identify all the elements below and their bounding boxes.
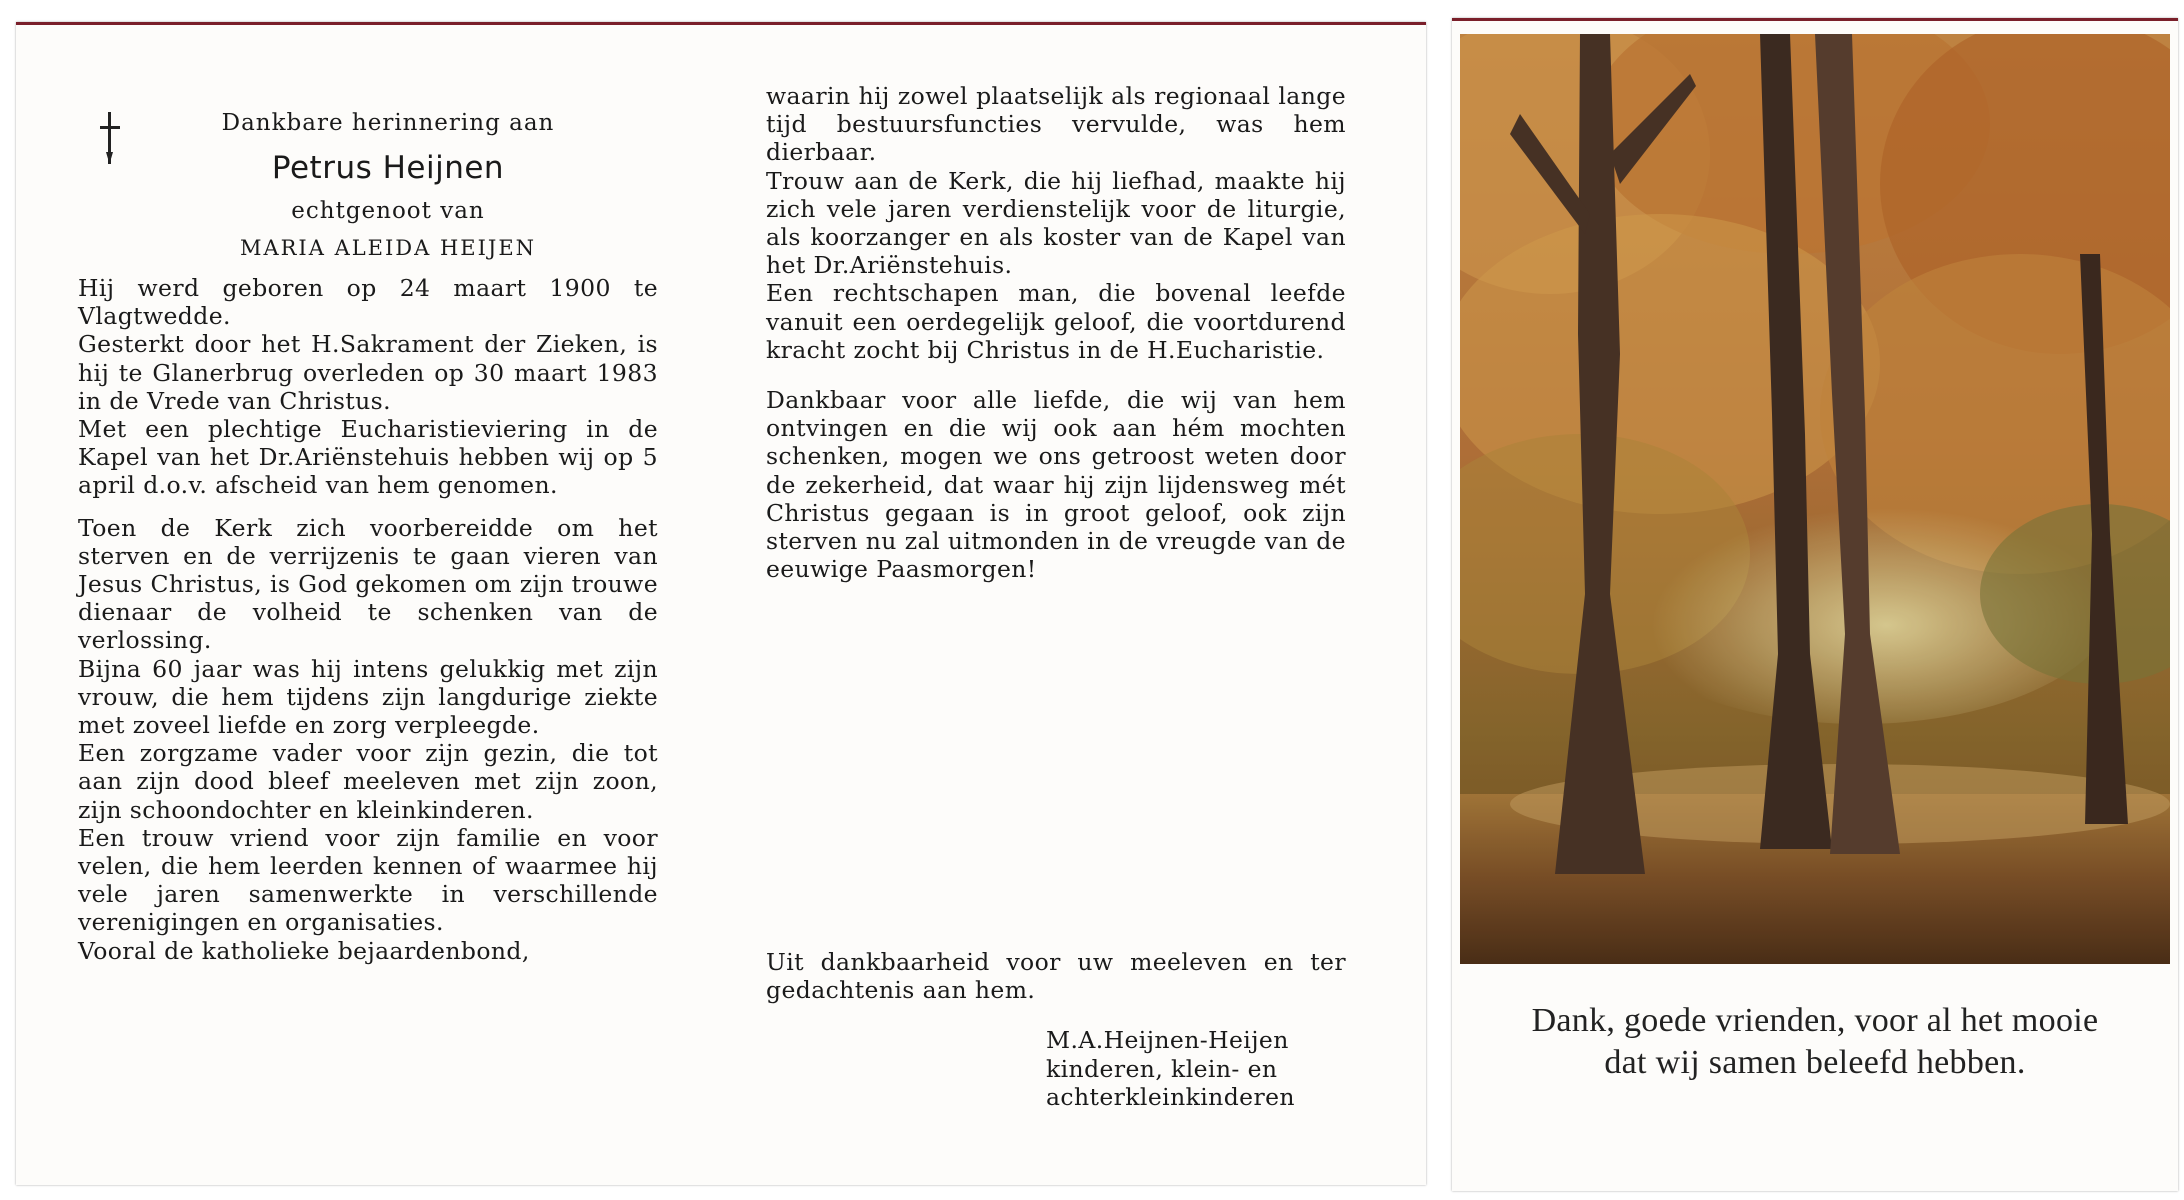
caption-line: dat wij samen beleefd hebben. (1604, 1044, 2026, 1081)
right-text-column (766, 82, 1346, 583)
right-body (766, 82, 1346, 583)
paragraph: waarin hij zowel plaatselijk als regionaal lange tijd bestuursfuncties vervulde, was hem dierbaar. (766, 82, 1346, 167)
paragraph: Trouw aan de Kerk, die hij liefhad, maakte hij zich vele jaren verdienstelijk voor de liturgie, als koorzanger en als koster van de Kapel van het Dr.Ariënstehuis. (766, 166, 1346, 280)
memorial-intro: Dankbare herinnering aan (221, 110, 555, 136)
autumn-forest-photo (1460, 34, 2170, 964)
signature-line: kinderen, klein- en (1046, 1054, 1278, 1083)
spouse-label: echtgenoot van (291, 198, 485, 224)
paragraph: Een zorgzame vader voor zijn gezin, die tot aan zijn dood bleef meeleven met zijn zoon, zijn schoondochter en kleinkinderen. (78, 739, 658, 824)
paragraph: Hij werd geboren op 24 maart 1900 te Vlagtwedde. (78, 274, 658, 331)
paragraph: Met een plechtige Eucharistieviering in de Kapel van het Dr.Ariënstehuis hebben wij op 5 april d.o.v. afscheid van hem genomen. (78, 415, 658, 500)
left-text-column (78, 86, 658, 965)
paragraph: Gesterkt door het H.Sakrament der Zieken, is hij te Glanerbrug overleden op 30 maart 1983 in de Vrede van Christus. (78, 330, 658, 415)
thanks-text: Uit dankbaarheid voor uw meeleven en ter gedachtenis aan hem. (766, 948, 1346, 1005)
caption-line: Dank, goede vrienden, voor al het mooie (1531, 1002, 2099, 1039)
paragraph: Dankbaar voor alle liefde, die wij van hem ontvingen en die wij ook aan hém mochten schenken, mogen we ons getroost weten door de zekerheid, dat waar hij zijn lijdensweg mét Christus gegaan is in groot geloof, ook zijn sterven nu zal uitmonden in de vreugde van de eeuwige Paasmorgen! (766, 386, 1346, 584)
deceased-name: Petrus Heijnen (271, 150, 505, 186)
paragraph: Toen de Kerk zich voorbereidde om het sterven en de verrijzenis te gaan vieren van Jesus Christus, is God gekomen om zijn trouwe dienaar de volheid te schenken van de verlossing. (78, 513, 658, 655)
closing-block (766, 948, 1346, 1111)
signature-line: achterkleinkinderen (1046, 1082, 1295, 1111)
paragraph: Een rechtschapen man, die bovenal leefde vanuit een oerdegelijk geloof, die voortdurend kracht zocht bij Christus in de H.Eucharistie. (766, 279, 1346, 364)
photo-caption (1460, 1000, 2170, 1084)
paragraph: Bijna 60 jaar was hij intens gelukkig met zijn vrouw, die hem tijdens zijn langdurige ziekte met zoveel liefde en zorg verpleegde. (78, 654, 658, 740)
left-body (78, 274, 658, 965)
signature-line: M.A.Heijnen-Heijen (1046, 1026, 1289, 1055)
paragraph: Vooral de katholieke bejaardenbond, (78, 936, 530, 965)
signature (1046, 1026, 1346, 1111)
paragraph: Een trouw vriend voor zijn familie en voor velen, die hem leerden kennen of waarmee hij vele jaren samenwerkte in verschillende verenigingen en organisaties. (78, 823, 658, 937)
spouse-name: MARIA ALEIDA HEIJEN (239, 236, 537, 260)
